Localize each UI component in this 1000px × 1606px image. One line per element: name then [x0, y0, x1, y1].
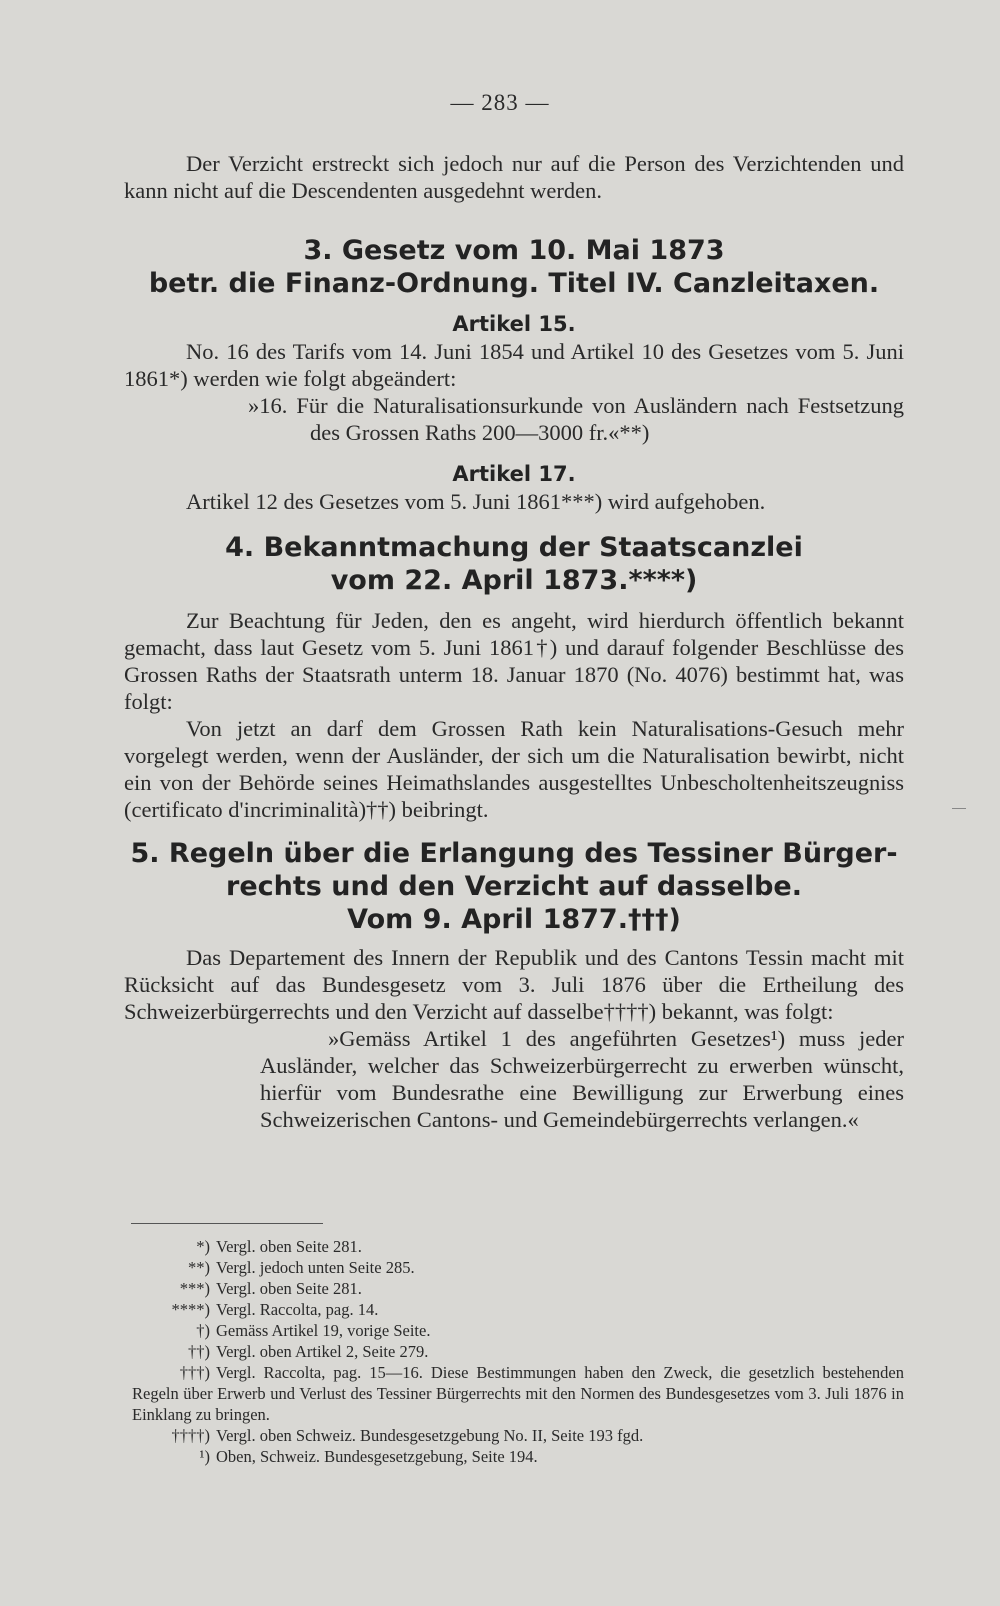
- footnote-mark: †): [196, 1321, 210, 1340]
- section-3-title-line1: 3. Gesetz vom 10. Mai 1873: [303, 235, 725, 266]
- section-5-title-line3: Vom 9. April 1877.†††): [347, 904, 681, 935]
- footnote: [132, 1446, 904, 1467]
- article-15-text: No. 16 des Tarifs vom 14. Juni 1854 und Artikel 10 des Gesetzes vom 5. Juni 1861*) werden wie folgt abgeändert:: [124, 339, 904, 391]
- footnote-text: Vergl. oben Seite 281.: [216, 1279, 362, 1298]
- footnote-text: Vergl. jedoch unten Seite 285.: [216, 1258, 415, 1277]
- footnote: [132, 1299, 904, 1320]
- footnote-text: Gemäss Artikel 19, vorige Seite.: [216, 1321, 431, 1340]
- footnote-rule: [131, 1223, 323, 1224]
- footnote: [132, 1362, 904, 1425]
- margin-mark: [952, 808, 966, 809]
- intro-paragraph: Der Verzicht erstreckt sich jedoch nur auf die Person des Verzichtenden und kann nicht auf die Descendenten ausgedehnt werden.: [124, 151, 904, 203]
- footnote: [132, 1425, 904, 1446]
- article-17-heading: Artikel 17.: [452, 462, 576, 486]
- footnote-text: Vergl. Raccolta, pag. 15—16. Diese Bestimmungen haben den Zweck, die gesetzlich bestehenden Regeln über Erwerb und Verlust des Tessiner Bürgerrechts mit den Normen des Bundesgesetzes vom 3. Juli 1876 in Einklang zu bringen.: [132, 1363, 904, 1424]
- footnote: [132, 1278, 904, 1299]
- footnote: [132, 1236, 904, 1257]
- article-17-text: Artikel 12 des Gesetzes vom 5. Juni 1861***) wird aufgehoben.: [186, 489, 766, 514]
- section-5-paragraph-1: Das Departement des Innern der Republik und des Cantons Tessin macht mit Rücksicht auf das Bundesgesetz vom 3. Juli 1876 über die Ertheilung des Schweizerbürgerrechts und den Verzicht auf dasselbe††††) bekannt, was folgt:: [124, 945, 904, 1024]
- footnote-mark: ††): [188, 1342, 210, 1361]
- footnote-mark: **): [188, 1258, 210, 1277]
- main-column: [124, 150, 904, 1133]
- section-4-paragraph-2: Von jetzt an darf dem Grossen Rath kein Naturalisations-Gesuch mehr vorgelegt werden, wenn der Ausländer, der sich um die Naturalisation bewirbt, nicht ein von der Behörde seines Heimathslandes ausgestelltes Unbescholtenheitszeugniss (certificato d'incriminalità)††) beibringt.: [124, 716, 904, 822]
- section-4-paragraph-1: Zur Beachtung für Jeden, den es angeht, wird hierdurch öffentlich bekannt gemacht, dass laut Gesetz vom 5. Juni 1861†) und darauf folgender Beschlüsse des Grossen Raths der Staatsrath unterm 18. Januar 1870 (No. 4076) bestimmt hat, was folgt:: [124, 608, 904, 714]
- footnote-mark: *): [196, 1237, 210, 1256]
- section-5-quote: »Gemäss Artikel 1 des angeführten Gesetzes¹) muss jeder Ausländer, welcher das Schweizerbürgerrecht zu erwerben wünscht, hierfür vom Bundesrathe eine Bewilligung zur Erwerbung eines Schweizerischen Cantons- und Gemeindebürgerrechts verlangen.«: [260, 1026, 904, 1132]
- footnotes: [132, 1236, 904, 1467]
- page-number: — 283 —: [450, 90, 550, 115]
- section-5-title-line1: 5. Regeln über die Erlangung des Tessiner Bürger-: [130, 838, 898, 869]
- footnote-text: Vergl. oben Schweiz. Bundesgesetzgebung No. II, Seite 193 fgd.: [216, 1426, 644, 1445]
- footnote-text: Oben, Schweiz. Bundesgesetzgebung, Seite 194.: [216, 1447, 538, 1466]
- section-5-quote-block: [124, 1025, 904, 1133]
- footnote-mark: ****): [171, 1300, 210, 1319]
- section-5-title-line2: rechts und den Verzicht auf dasselbe.: [226, 871, 802, 902]
- tariff-item-16: »16. Für die Naturalisationsurkunde von Ausländern nach Festsetzung des Grossen Raths 200—3000 fr.«**): [248, 393, 904, 445]
- footnote-mark: †††): [179, 1363, 210, 1382]
- section-4-title-line1: 4. Bekanntmachung der Staatscanzlei: [225, 532, 803, 563]
- footnote-text: Vergl. oben Seite 281.: [216, 1237, 362, 1256]
- footnote-mark: ***): [179, 1279, 210, 1298]
- article-15-heading: Artikel 15.: [452, 312, 576, 336]
- section-4-title-line2: vom 22. April 1873.****): [330, 565, 698, 596]
- footnote-mark: ¹): [199, 1447, 210, 1466]
- footnote: [132, 1341, 904, 1362]
- footnote-text: Vergl. Raccolta, pag. 14.: [216, 1300, 379, 1319]
- footnote: [132, 1320, 904, 1341]
- section-3-title-line2: betr. die Finanz-Ordnung. Titel IV. Canzleitaxen.: [148, 268, 880, 299]
- footnote-mark: ††††): [171, 1426, 210, 1445]
- footnote: [132, 1257, 904, 1278]
- footnote-text: Vergl. oben Artikel 2, Seite 279.: [216, 1342, 429, 1361]
